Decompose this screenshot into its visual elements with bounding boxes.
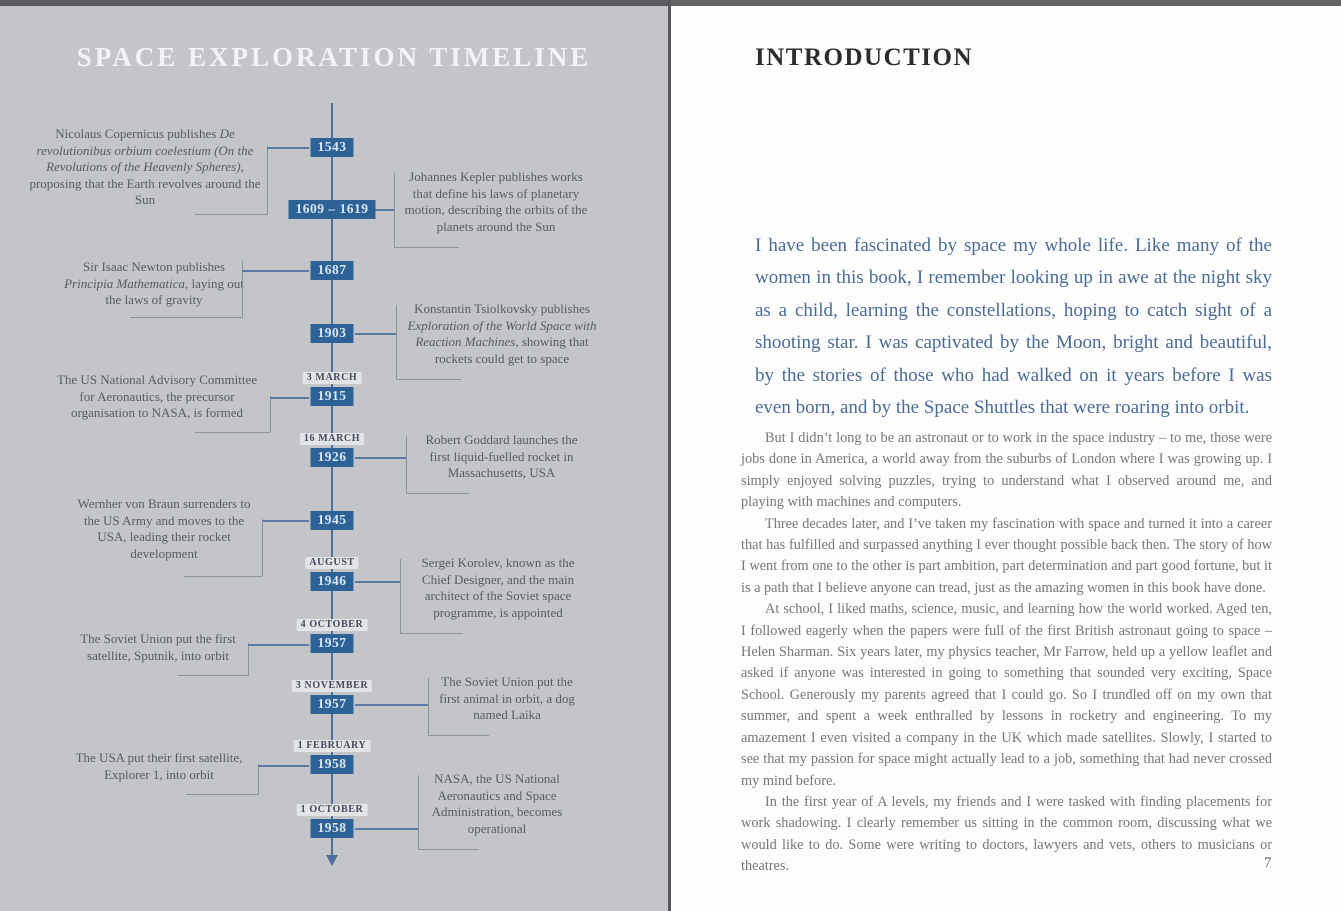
- timeline-year-badge: 1958: [311, 755, 354, 774]
- timeline-year-badge: 1926: [311, 448, 354, 467]
- timeline-bracket: [130, 261, 243, 318]
- timeline-date-label: AUGUST: [305, 557, 358, 569]
- timeline-date-label: 3 MARCH: [303, 372, 362, 384]
- timeline-year-badge: 1687: [311, 261, 354, 280]
- timeline-connector: [374, 209, 394, 211]
- timeline-date-label: 4 OCTOBER: [297, 619, 368, 631]
- timeline-year-badge: 1945: [311, 511, 354, 530]
- timeline-bracket: [394, 173, 459, 248]
- book-gutter: [668, 0, 671, 911]
- timeline-bracket: [195, 146, 268, 215]
- timeline-connector: [355, 704, 428, 706]
- timeline-bracket: [186, 764, 259, 795]
- timeline-event-description: Wernher von Braun surrenders to the US Army and moves to the USA, leading their rocket development: [77, 496, 251, 561]
- timeline-event-description: The US National Advisory Committee for Aeronautics, the precursor organisation to NASA, is formed: [56, 372, 258, 420]
- timeline-bracket: [178, 643, 249, 676]
- timeline-event-description: Sir Isaac Newton publishes Principia Mathematica, laying out the laws of gravity: [64, 259, 244, 307]
- timeline-date-label: 1 OCTOBER: [297, 804, 368, 816]
- timeline-year-badge: 1958: [311, 819, 354, 838]
- timeline-connector: [270, 397, 309, 399]
- timeline-event-description: The USA put their first satellite, Explorer 1, into orbit: [75, 750, 243, 782]
- body-paragraph: At school, I liked maths, science, music, and learning how the world worked. Aged ten, I followed eagerly when the papers were full of the first British astronaut going to space – Helen Sharman. Six years later, my physics teacher, Mr Farrow, held up a yellow leaflet and asked if anyone was interested in going to something that sounded very exciting, Space School. Generously my parents agreed that I could go. So I trundled off on my own that summer, and spent a week enthralled by lessons in rocketry and engineering. To my amazement I even visited a company in the UK which made satellites. Slowly, I started to see that my passion for space might actually lead to a job, something that had never crossed my mind before.: [741, 601, 1272, 789]
- timeline-date-label: 1 FEBRUARY: [294, 740, 371, 752]
- timeline-date-label: 16 MARCH: [300, 433, 364, 445]
- page-number: 7: [1264, 855, 1272, 871]
- timeline-connector: [355, 828, 418, 830]
- timeline-connector: [248, 644, 309, 646]
- timeline-year-badge: 1543: [311, 138, 354, 157]
- timeline-bracket: [396, 305, 461, 380]
- timeline-event-description: Sergei Korolev, known as the Chief Designer, and the main architect of the Soviet space programme, is appointed: [421, 555, 575, 620]
- timeline-bracket: [406, 436, 469, 494]
- timeline-event-description: Johannes Kepler publishes works that define his laws of planetary motion, describing the orbits of the planets around the Sun: [404, 169, 588, 234]
- timeline-year-badge: 1915: [311, 387, 354, 406]
- timeline-connector: [355, 581, 400, 583]
- timeline-year-badge: 1903: [311, 324, 354, 343]
- timeline-bracket: [418, 775, 479, 850]
- timeline-event-description: The Soviet Union put the first animal in orbit, a dog named Laika: [439, 674, 575, 722]
- timeline-bracket: [428, 678, 489, 736]
- timeline-event-description: Konstantin Tsiolkovsky publishes Exploration of the World Space with Reaction Machines, showing that rockets could get to space: [407, 301, 597, 366]
- timeline-bracket: [195, 396, 271, 433]
- chapter-heading: INTRODUCTION: [755, 44, 974, 71]
- right-page: [671, 0, 1341, 911]
- body-text: [741, 428, 1272, 878]
- timeline-connector: [355, 457, 406, 459]
- timeline-connector: [267, 147, 309, 149]
- timeline-event-description: Robert Goddard launches the first liquid-fuelled rocket in Massachusetts, USA: [425, 432, 578, 480]
- timeline-bracket: [400, 559, 463, 634]
- timeline-event-description: NASA, the US National Aeronautics and Space Administration, becomes operational: [431, 771, 563, 836]
- timeline-connector: [258, 765, 309, 767]
- left-page: [0, 0, 668, 911]
- timeline-year-badge: 1609 – 1619: [289, 200, 376, 219]
- body-paragraph: In the first year of A levels, my friends and I were tasked with finding placements for work shadowing. I clearly remember us sitting in the common room, discussing what we would like to do. Some were writing to doctors, lawyers and vets, others to musicians or theatres.: [741, 793, 1272, 875]
- timeline-event-description: Nicolaus Copernicus publishes De revolutionibus orbium coelestium (On the Revolutions of the Heavenly Spheres), proposing that the Earth revolves around the Sun: [29, 126, 261, 207]
- body-paragraph: Three decades later, and I’ve taken my fascination with space and turned it into a career that has fulfilled and surpassed anything I ever thought possible back then. The story of how I went from one to the other is part ambition, part determination and part good fortune, but it is a path that I believe anyone can tread, just as the amazing women in this book have done.: [741, 515, 1272, 596]
- timeline-title: SPACE EXPLORATION TIMELINE: [76, 42, 592, 72]
- timeline-event-description: The Soviet Union put the first satellite, Sputnik, into orbit: [80, 631, 236, 663]
- arrow-down-icon: [326, 855, 338, 866]
- timeline-year-badge: 1957: [311, 695, 354, 714]
- timeline-year-badge: 1957: [311, 634, 354, 653]
- timeline-bracket: [184, 519, 263, 577]
- timeline-connector: [355, 333, 396, 335]
- timeline-year-badge: 1946: [311, 572, 354, 591]
- timeline-connector: [242, 270, 309, 272]
- timeline-date-label: 3 NOVEMBER: [292, 680, 372, 692]
- body-paragraph: But I didn’t long to be an astronaut or to work in the space industry – to me, those were jobs done in America, a world away from the suburbs of London where I was growing up. I simply enjoyed solving puzzles, trying to understand what I observed around me, and playing with machines and computers.: [741, 430, 1272, 511]
- lead-paragraph: I have been fascinated by space my whole life. Like many of the women in this book, I remember looking up in awe at the night sky as a child, learning the constellations, hoping to catch sight of a shooting star. I was captivated by the Moon, bright and beautiful, by the stories of those who had walked on it years before I was even born, and by the Space Shuttles that were roaring into orbit.: [755, 235, 1272, 419]
- timeline-connector: [262, 520, 309, 522]
